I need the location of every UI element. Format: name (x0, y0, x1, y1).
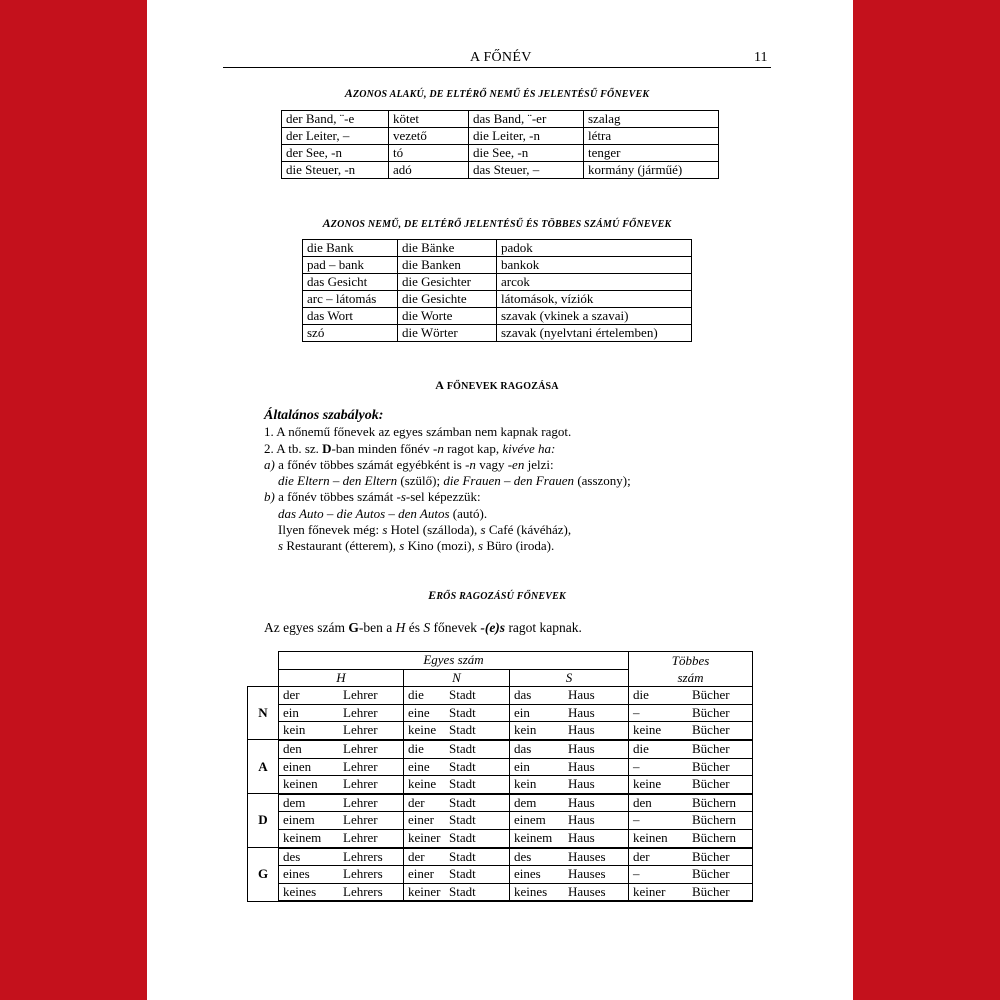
case-label: A (248, 740, 279, 794)
noun: Stadt (449, 812, 476, 828)
article: einen (283, 758, 312, 774)
table-cell: die See, -n (469, 145, 584, 162)
table-cell: das Gesicht (303, 274, 398, 291)
noun: Lehrer (343, 687, 378, 703)
noun: Lehrers (343, 848, 383, 864)
rule-line-8: s Restaurant (étterem), s Kino (mozi), s Büro (iroda). (278, 538, 555, 554)
table-cell: látomások, víziók (497, 291, 692, 308)
noun: Stadt (449, 740, 476, 756)
rules-title: Általános szabályok: (264, 408, 384, 423)
article: das (514, 740, 532, 756)
article: dem (514, 794, 537, 810)
table-row (303, 240, 692, 257)
table-cell: die Gesichter (398, 274, 497, 291)
singular-header: Egyes szám (279, 652, 629, 670)
declension-cell (510, 866, 629, 884)
declension-cell (279, 794, 404, 812)
declension-intro: Az egyes szám G-ben a H és S főnevek -(e)s ragot kapnak. (264, 620, 582, 635)
article: der (633, 848, 650, 864)
table-cell: die Bänke (398, 240, 497, 257)
plural-header: Többes szám (629, 652, 753, 687)
noun: Haus (568, 722, 595, 738)
noun: Haus (568, 776, 595, 792)
table-cell: arcok (497, 274, 692, 291)
table-cell: adó (389, 162, 469, 179)
noun: Büchern (692, 829, 737, 845)
declension-cell (404, 794, 510, 812)
table-cell: die Steuer, -n (282, 162, 389, 179)
noun: Haus (568, 758, 595, 774)
article: die (408, 740, 424, 756)
declension-cell (279, 687, 404, 705)
section-heading-3: A FŐNEVEK RAGOZÁSA (435, 378, 559, 392)
article: ein (283, 704, 299, 720)
noun: Büchern (692, 812, 737, 828)
noun: Hauses (568, 866, 606, 882)
noun: Stadt (449, 776, 476, 792)
declension-cell (510, 704, 629, 722)
table-row (303, 257, 692, 274)
declension-cell (404, 758, 510, 776)
rule-line-7: Ilyen főnevek még: s Hotel (szálloda), s Café (kávéház), (278, 522, 572, 538)
table-row (282, 111, 719, 128)
noun: Lehrers (343, 883, 383, 899)
case-label: N (248, 687, 279, 740)
table-cell: kötet (389, 111, 469, 128)
declension-cell (629, 704, 753, 722)
table-cell: pad – bank (303, 257, 398, 274)
table-row (248, 704, 753, 722)
noun: Bücher (692, 848, 730, 864)
table-cell: der Band, ¨-e (282, 111, 389, 128)
table-row (248, 722, 753, 740)
rule-line-6: das Auto – die Autos – den Autos (autó). (278, 505, 488, 521)
table-row (282, 145, 719, 162)
table-cell: die Bank (303, 240, 398, 257)
masculine-header: H (279, 669, 404, 687)
article: einer (408, 812, 434, 828)
article: eine (408, 758, 430, 774)
declension-cell (279, 740, 404, 758)
article: dem (283, 794, 306, 810)
rule-line-2: 2. A tb. sz. D-ban minden főnév -n ragot kap, kivéve ha: (264, 440, 556, 456)
section-heading-4: ERŐS RAGOZÁSÚ FŐNEVEK (428, 588, 566, 602)
noun: Haus (568, 740, 595, 756)
noun: Bücher (692, 866, 730, 882)
noun: Stadt (449, 687, 476, 703)
declension-cell (279, 812, 404, 830)
article: keine (408, 722, 437, 738)
declension-cell (510, 687, 629, 705)
noun: Lehrer (343, 776, 378, 792)
declension-cell (279, 758, 404, 776)
declension-cell (510, 776, 629, 794)
section-heading-1: AZONOS ALAKÚ, DE ELTÉRŐ NEMŰ ÉS JELENTÉSŰ FŐNEVEK (344, 86, 650, 100)
noun: Lehrer (343, 794, 378, 810)
article: keine (633, 776, 662, 792)
article: keinen (633, 829, 668, 845)
article: keinen (283, 776, 318, 792)
article: der (408, 848, 425, 864)
table-row (248, 829, 753, 847)
article: keiner (408, 883, 441, 899)
declension-cell (510, 722, 629, 740)
declension-cell (404, 704, 510, 722)
declension-cell (510, 812, 629, 830)
table-cell: die Leiter, -n (469, 128, 584, 145)
table-row (282, 128, 719, 145)
article: einem (283, 812, 315, 828)
case-label: G (248, 848, 279, 902)
noun: Lehrers (343, 866, 383, 882)
article: die (408, 687, 424, 703)
rule-line-5: b) a főnév többes számát -s-sel képezzük: (264, 489, 481, 505)
article: ein (514, 704, 530, 720)
noun: Stadt (449, 794, 476, 810)
declension-cell (629, 776, 753, 794)
noun: Haus (568, 687, 595, 703)
declension-cell (404, 812, 510, 830)
table-row (248, 812, 753, 830)
article: keines (283, 883, 317, 899)
article: die (633, 740, 649, 756)
article: – (633, 758, 640, 774)
declension-cell (279, 829, 404, 847)
declension-cell (510, 829, 629, 847)
article: keine (408, 776, 437, 792)
declension-cell (279, 704, 404, 722)
declension-cell (629, 722, 753, 740)
article: keine (633, 722, 662, 738)
table-cell: kormány (járműé) (584, 162, 719, 179)
noun: Bücher (692, 687, 730, 703)
table-row (303, 325, 692, 342)
noun: Lehrer (343, 740, 378, 756)
noun: Haus (568, 794, 595, 810)
article: eines (283, 866, 310, 882)
noun: Büchern (692, 794, 737, 810)
article: – (633, 866, 640, 882)
article: den (283, 740, 302, 756)
strong-declension-table (247, 651, 753, 902)
table-cell: létra (584, 128, 719, 145)
table-row (248, 794, 753, 812)
declension-cell (279, 848, 404, 866)
article: der (408, 794, 425, 810)
noun: Stadt (449, 848, 476, 864)
article: – (633, 704, 640, 720)
noun: Bücher (692, 704, 730, 720)
table-cell: szavak (vkinek a szavai) (497, 308, 692, 325)
article: eines (514, 866, 541, 882)
table-cell: bankok (497, 257, 692, 274)
article: keiner (633, 883, 666, 899)
declension-cell (510, 758, 629, 776)
noun: Bücher (692, 758, 730, 774)
noun: Stadt (449, 866, 476, 882)
declension-cell (510, 794, 629, 812)
noun: Haus (568, 704, 595, 720)
neuter-header: S (510, 669, 629, 687)
declension-cell (279, 722, 404, 740)
declension-cell (279, 866, 404, 884)
noun: Stadt (449, 758, 476, 774)
declension-cell (510, 740, 629, 758)
declension-cell (629, 829, 753, 847)
noun: Hauses (568, 883, 606, 899)
table-row (303, 291, 692, 308)
declension-cell (404, 740, 510, 758)
table-row (248, 740, 753, 758)
running-header: A FŐNÉV (470, 50, 532, 65)
declension-cell (510, 848, 629, 866)
article: des (283, 848, 301, 864)
article: keines (514, 883, 548, 899)
declension-cell (404, 829, 510, 847)
article: kein (514, 722, 537, 738)
table-cell: die Banken (398, 257, 497, 274)
article: keiner (408, 829, 441, 845)
article: das (514, 687, 532, 703)
declension-cell (404, 883, 510, 901)
noun: Stadt (449, 722, 476, 738)
table-cell: die Worte (398, 308, 497, 325)
table-row (248, 883, 753, 901)
article: kein (514, 776, 537, 792)
noun: Bücher (692, 883, 730, 899)
table-cell: szalag (584, 111, 719, 128)
table-row (248, 866, 753, 884)
article: – (633, 812, 640, 828)
table-cell: tenger (584, 145, 719, 162)
noun: Lehrer (343, 704, 378, 720)
feminine-header: N (404, 669, 510, 687)
table-cell: die Wörter (398, 325, 497, 342)
header-rule (223, 67, 771, 68)
table-cell: arc – látomás (303, 291, 398, 308)
table-cell: der Leiter, – (282, 128, 389, 145)
table-cell: tó (389, 145, 469, 162)
table-cell: padok (497, 240, 692, 257)
noun: Haus (568, 812, 595, 828)
declension-cell (510, 883, 629, 901)
noun: Lehrer (343, 829, 378, 845)
article: einer (408, 866, 434, 882)
table-row (303, 274, 692, 291)
article: die (633, 687, 649, 703)
rule-line-3: a) a főnév többes számát egyébként is -n vagy -en jelzi: (264, 456, 554, 472)
declension-cell (404, 848, 510, 866)
declension-cell (629, 794, 753, 812)
table-cell: das Band, ¨-er (469, 111, 584, 128)
table-row (248, 687, 753, 705)
declension-cell (629, 866, 753, 884)
noun: Lehrer (343, 758, 378, 774)
article: den (633, 794, 652, 810)
noun: Stadt (449, 829, 476, 845)
plural-meaning-table (302, 239, 692, 342)
table-row (282, 162, 719, 179)
article: der (283, 687, 300, 703)
article: des (514, 848, 532, 864)
noun: Haus (568, 829, 595, 845)
declension-cell (404, 722, 510, 740)
rule-line-4: die Eltern – den Eltern (szülő); die Frauen – den Frauen (asszony); (278, 473, 631, 489)
declension-cell (629, 883, 753, 901)
table-cell: der See, -n (282, 145, 389, 162)
article: eine (408, 704, 430, 720)
declension-cell (279, 776, 404, 794)
article: kein (283, 722, 306, 738)
homonym-gender-table (281, 110, 719, 179)
noun: Bücher (692, 740, 730, 756)
noun: Lehrer (343, 722, 378, 738)
declension-cell (629, 812, 753, 830)
table-cell: das Steuer, – (469, 162, 584, 179)
rule-line-1: 1. A nőnemű főnevek az egyes számban nem kapnak ragot. (264, 424, 572, 440)
noun: Lehrer (343, 812, 378, 828)
table-row (303, 308, 692, 325)
noun: Bücher (692, 722, 730, 738)
noun: Hauses (568, 848, 606, 864)
case-label: D (248, 794, 279, 848)
declension-cell (404, 866, 510, 884)
declension-cell (404, 687, 510, 705)
table-row (248, 776, 753, 794)
table-cell: die Gesichte (398, 291, 497, 308)
noun: Stadt (449, 883, 476, 899)
table-cell: szavak (nyelvtani értelemben) (497, 325, 692, 342)
article: ein (514, 758, 530, 774)
noun: Bücher (692, 776, 730, 792)
table-row (248, 848, 753, 866)
rules-text (264, 408, 631, 555)
page-number: 11 (754, 50, 768, 65)
declension-cell (629, 687, 753, 705)
declension-cell (629, 758, 753, 776)
noun: Stadt (449, 704, 476, 720)
declension-cell (404, 776, 510, 794)
table-row (248, 758, 753, 776)
section-heading-2: AZONOS NEMŰ, DE ELTÉRŐ JELENTÉSŰ ÉS TÖBBES SZÁMÚ FŐNEVEK (322, 216, 672, 230)
table-cell: vezető (389, 128, 469, 145)
table-cell: das Wort (303, 308, 398, 325)
declension-cell (629, 848, 753, 866)
article: keinem (283, 829, 322, 845)
article: einem (514, 812, 546, 828)
table-cell: szó (303, 325, 398, 342)
declension-cell (279, 883, 404, 901)
declension-cell (629, 740, 753, 758)
article: keinem (514, 829, 553, 845)
